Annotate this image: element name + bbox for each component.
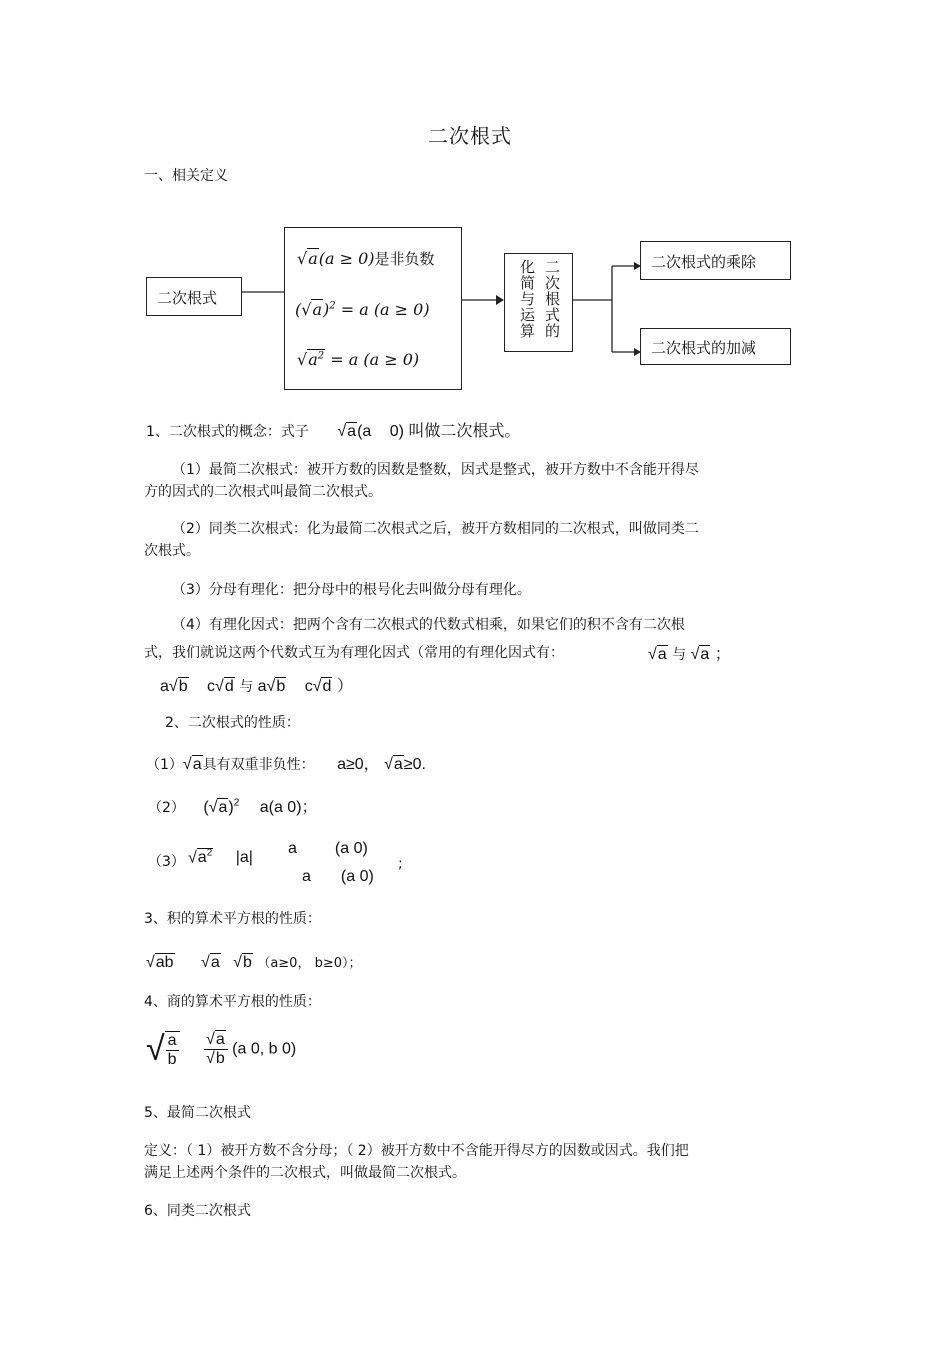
section-heading-2: 2、二次根式的性质： [165, 715, 300, 731]
definition-5-line-2: 满足上述两个条件的二次根式，叫做最简二次根式。 [144, 1165, 466, 1181]
definition-5-line-1: 定义：（ 1）被开方数不含分母；（ 2）被开方数中不含能开得尽方的因数或因式。我们把 [144, 1143, 689, 1159]
formula-nonneg: √a(a ≥ 0)是非负数 [297, 249, 435, 268]
diagram-vertical-text-2: 二次根式的 [543, 259, 561, 339]
item-1-line-2: 方的因式的二次根式叫最简二次根式。 [144, 484, 382, 500]
formula-square-root-squared: $(√a)^2 = a$ (a ≥ 0) [295, 300, 430, 319]
formula-root-of-square: $√a^2 = a$ (a ≥ 0) [297, 350, 420, 369]
concept-definition: 1、二次根式的概念：式子 √a(a 0) 叫做二次根式。 [146, 423, 521, 440]
item-2-line-2: 次根式。 [144, 543, 200, 559]
diagram-right-top-label: 二次根式的乘除 [651, 253, 757, 271]
rationalizing-pair-1: √a 与 √a ； [648, 646, 731, 663]
section-heading-6: 6、同类二次根式 [144, 1203, 251, 1219]
property-3-semicolon: ; [398, 856, 403, 872]
property-3-lhs: $√a^2$ |a| [188, 848, 253, 867]
quotient-property: √ $\frac{a}{b}$ $\frac{√a}{√b}$ (a 0, b 0) [146, 1030, 297, 1068]
diagram-left-label: 二次根式 [157, 289, 218, 307]
property-1: （1）√a具有双重非负性： a≥0， √a≥0. [146, 756, 426, 773]
property-2: （2） $(√a)^2$ a(a 0)； [148, 797, 318, 816]
item-4-line-1: （4）有理化因式：把两个含有二次根式的代数式相乘，如果它们的积不含有二次根 [172, 617, 685, 633]
diagram-box-formulas [284, 227, 462, 390]
product-property: √ab √a √b （a≥0， b≥0）； [146, 954, 362, 971]
diagram-box-add-sub [640, 328, 791, 365]
item-3: （3）分母有理化：把分母中的根号化去叫做分母有理化。 [172, 582, 531, 598]
property-3-case-1: a (a 0) [288, 840, 368, 857]
diagram-box-mul-div [640, 241, 791, 280]
item-4-line-2: 式，我们就说这两个代数式互为有理化因式（常用的有理化因式有： [144, 645, 564, 661]
rationalizing-pair-2: a√b c√d 与 a√b c√d ） [160, 678, 353, 695]
section-heading-3: 3、积的算术平方根的性质： [144, 911, 321, 927]
diagram-right-bottom-label: 二次根式的加减 [651, 339, 757, 357]
property-3-case-2: a (a 0) [302, 868, 374, 885]
section-heading-4: 4、商的算术平方根的性质： [144, 994, 321, 1010]
property-3-label: （3） [148, 854, 185, 870]
item-2-line-1: （2）同类二次根式：化为最简二次根式之后，被开方数相同的二次根式，叫做同类二 [172, 521, 699, 537]
diagram-connectors [0, 0, 950, 400]
section-heading-5: 5、最简二次根式 [144, 1105, 251, 1121]
diagram-box-simplify [504, 253, 573, 352]
diagram-box-radical [146, 277, 242, 316]
page-title: 二次根式 [428, 124, 512, 148]
diagram-vertical-text-1: 化简与运算 [518, 259, 536, 339]
item-1-line-1: （1）最简二次根式：被开方数的因数是整数，因式是整式，被开方数中不含能开得尽 [172, 462, 699, 478]
section-heading-1: 一、相关定义 [144, 168, 228, 184]
